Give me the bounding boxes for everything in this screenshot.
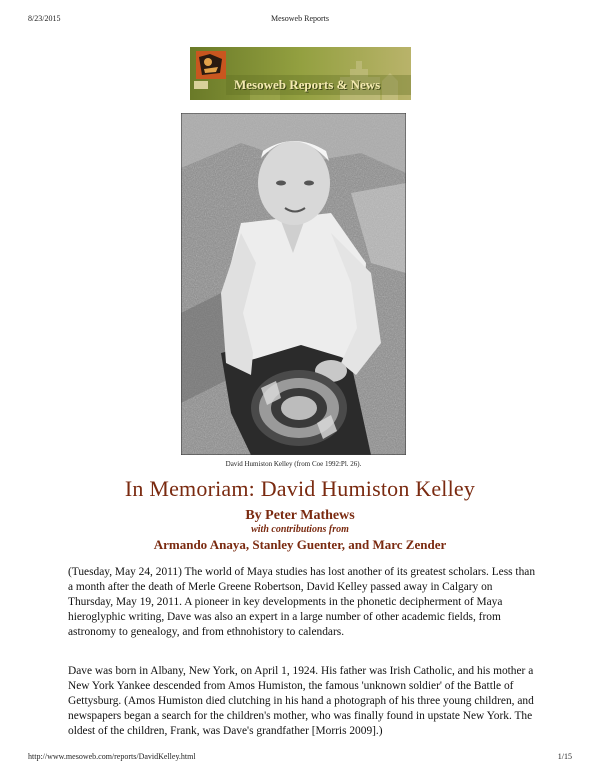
banner-logo-text: Mesoweb Reports & News	[234, 77, 381, 92]
print-date: 8/23/2015	[28, 14, 61, 23]
contributions-label: with contributions from	[251, 524, 349, 535]
article-paragraph: Dave was born in Albany, New York, on April 1, 1924. His father was Irish Catholic, and his mother a New York Yankee descended from Amos Humiston, the famous 'unknown soldier' of the Battle of Gettysburg. (Amos Humiston died clutching in his hand a photograph of his three young children, and newspapers began a search for the children's mother, who was finally found in upstate New York. The oldest of the children, Frank, was Dave's grandfather [Morris 2009].)	[68, 665, 534, 737]
mesoweb-banner[interactable]	[190, 47, 411, 100]
article-title: In Memoriam: David Humiston Kelley	[124, 476, 476, 501]
print-site-title: Mesoweb Reports	[271, 14, 329, 23]
article-byline: By Peter Mathews	[245, 508, 355, 523]
photo-caption: David Humiston Kelley (from Coe 1992:Pl. 26).	[225, 460, 362, 468]
article-paragraph: (Tuesday, May 24, 2011) The world of Maya studies has lost another of its greatest scholars. Less than a month after the death of Merle Greene Robertson, David Kelley passed away in Calgary on Thursday, May 19, 2011. A pioneer in key developments in the phonetic decipherment of Maya hieroglyphic writing, Dave was also an expert in a large number of other academic fields, from astronomy to genealogy, and from ethnohistory to calendars.	[68, 566, 536, 638]
portrait-image	[181, 113, 406, 455]
contributors-list: Armando Anaya, Stanley Guenter, and Marc Zender	[153, 537, 447, 552]
sombrero-hat	[251, 370, 347, 446]
page-url[interactable]: http://www.mesoweb.com/reports/DavidKelley.html	[28, 752, 196, 761]
portrait-photo	[181, 113, 406, 455]
page-number: 1/15	[557, 752, 572, 761]
